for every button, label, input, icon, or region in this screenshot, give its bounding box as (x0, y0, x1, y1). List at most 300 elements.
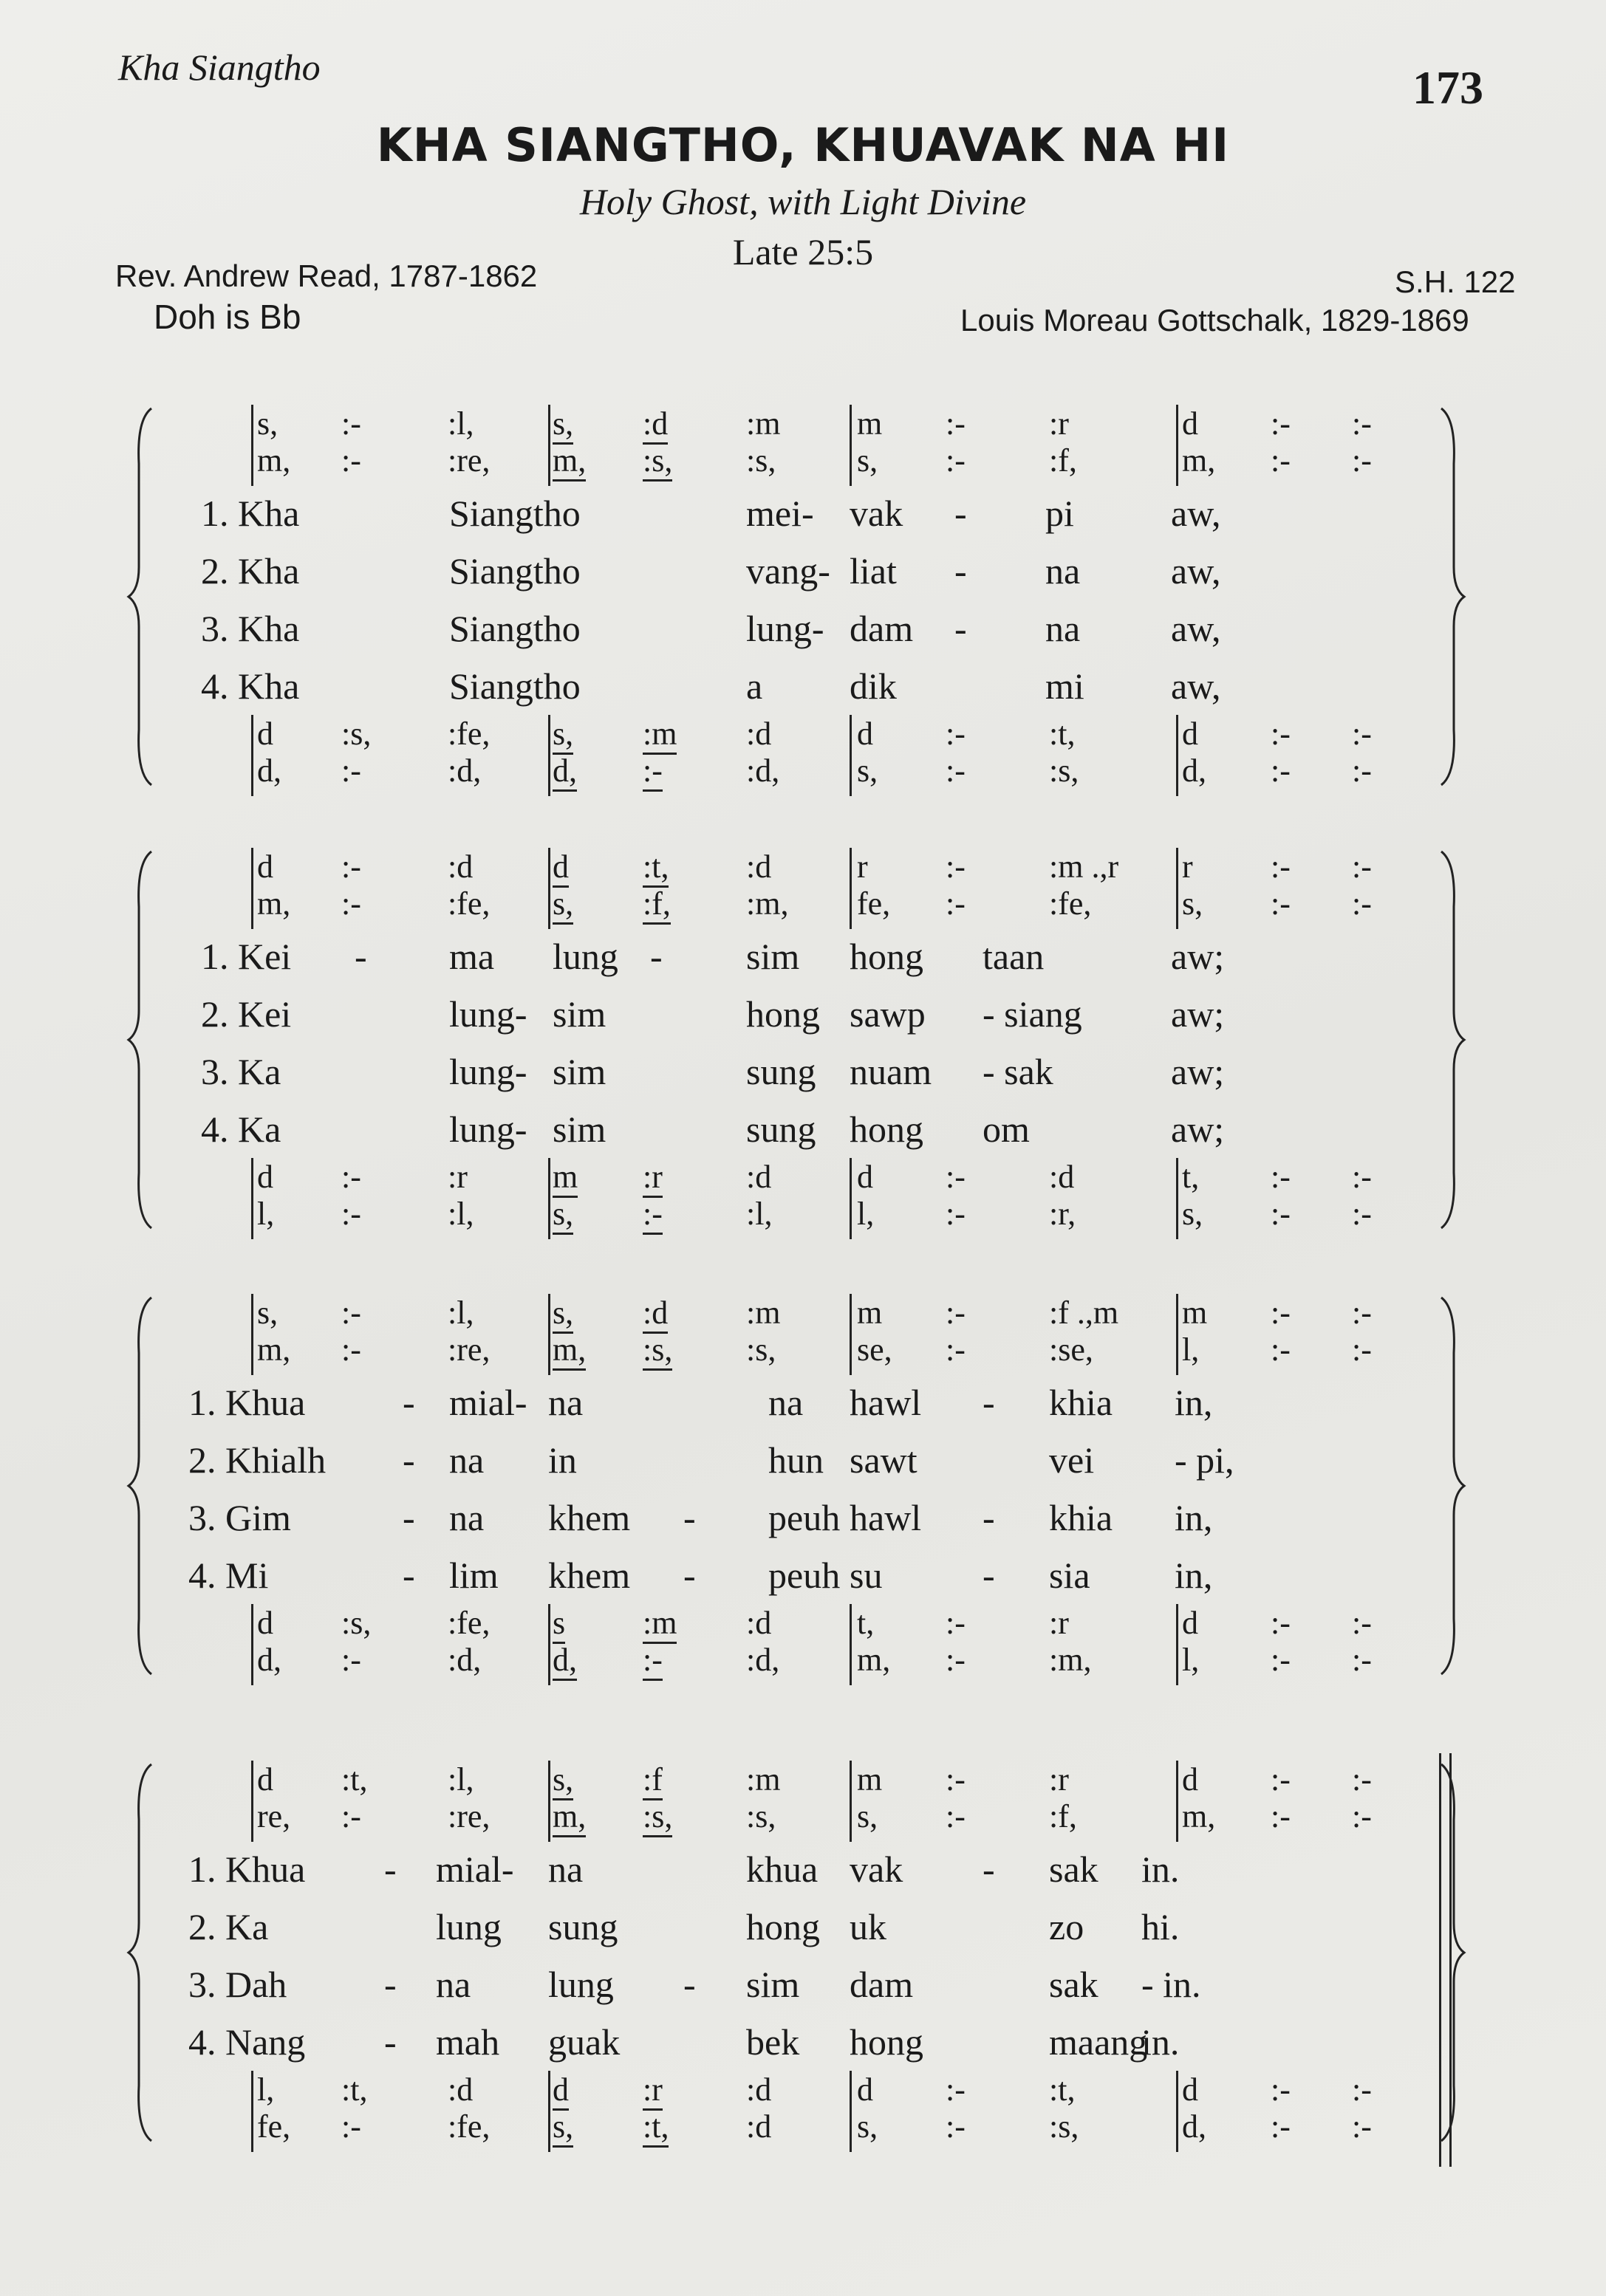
verse-1-syllable: - (384, 1848, 397, 1890)
soprano-note: :t, (341, 1761, 368, 1798)
bass-note: s, (857, 753, 878, 789)
alto-note: m, (553, 1331, 586, 1371)
bar-line (1176, 1294, 1178, 1375)
bass-note: m, (857, 1642, 891, 1678)
alto-note: fe, (857, 885, 891, 922)
bass-note: s, (553, 2108, 573, 2148)
soprano-note: r (857, 849, 868, 885)
bass-note: :- (1271, 2108, 1291, 2145)
verse-2-syllable: na (1045, 550, 1081, 592)
alto-note: :f, (1049, 442, 1077, 479)
verse-4-syllable: hong (850, 1108, 923, 1150)
tenor-note: :- (1271, 2071, 1291, 2108)
alto-note: se, (857, 1332, 892, 1368)
verse-1-syllable: aw, (1171, 493, 1221, 534)
verse-4-syllable: peuh (768, 1555, 841, 1596)
verse-1-syllable: pi (1045, 493, 1074, 534)
verse-1-syllable: na (768, 1382, 804, 1423)
alto-note: m, (257, 885, 291, 922)
meter: S.H. 122 (1395, 264, 1516, 299)
bass-note: :r, (1049, 1196, 1076, 1232)
alto-note: :f, (643, 885, 671, 925)
bass-note: :fe, (448, 2108, 491, 2145)
key-signature: Doh is Bb (154, 298, 301, 336)
lyricist-credit: Rev. Andrew Read, 1787-1862 (115, 258, 538, 293)
verse-1-syllable: 1. Khua (188, 1848, 306, 1890)
alto-note: m, (1182, 1798, 1216, 1834)
verse-1-syllable: 1. Kha (201, 493, 300, 534)
soprano-note: :l, (448, 1295, 474, 1331)
alto-note: :- (341, 885, 361, 922)
bar-line (251, 1604, 253, 1685)
bar-line (548, 1761, 550, 1842)
bar-line (1176, 1761, 1178, 1842)
verse-3-syllable: aw; (1171, 1051, 1225, 1092)
composer-credit: Louis Moreau Gottschalk, 1829-1869 (960, 303, 1469, 337)
running-title: Kha Siangtho (118, 47, 321, 88)
bass-note: :- (946, 1196, 966, 1232)
bar-line (548, 1604, 550, 1685)
verse-4-syllable: lung- (449, 1108, 527, 1150)
bar-line (251, 1158, 253, 1239)
tenor-note: d (857, 2071, 873, 2108)
right-brace (1438, 1294, 1467, 1678)
alto-note: :- (946, 1332, 966, 1368)
tenor-note: :t, (1049, 716, 1076, 752)
bar-line (1176, 405, 1178, 486)
alto-note: :s, (746, 1798, 776, 1834)
page-number: 173 (1412, 61, 1483, 114)
verse-3-syllable: lung- (746, 608, 824, 649)
verse-1-syllable: 1. Khua (188, 1382, 306, 1423)
verse-4-syllable: in. (1141, 2021, 1180, 2063)
verse-2-syllable: aw, (1171, 550, 1221, 592)
verse-2-syllable: hun (768, 1439, 824, 1481)
tenor-note: :r (1049, 1605, 1069, 1641)
soprano-note: :m .,r (1049, 849, 1119, 885)
tenor-note: :s, (341, 1605, 372, 1641)
verse-2-syllable: 2. Ka (188, 1906, 269, 1947)
soprano-note: :- (1271, 1295, 1291, 1331)
soprano-note: :- (946, 1761, 966, 1798)
alto-note: :s, (746, 442, 776, 479)
verse-3-syllable: na (436, 1964, 471, 2005)
tenor-note: :m (643, 715, 677, 755)
soprano-note: s, (257, 405, 279, 442)
verse-3-syllable: - (403, 1497, 415, 1538)
verse-4-syllable: a (746, 665, 763, 707)
left-brace (126, 1761, 155, 2145)
verse-4-syllable: lim (449, 1555, 499, 1596)
verse-1-syllable: in. (1141, 1848, 1180, 1890)
bass-note: :- (1352, 1642, 1372, 1678)
tenor-note: :- (1271, 1159, 1291, 1195)
bass-note: :d, (746, 1642, 780, 1678)
verse-2-syllable: 2. Kei (201, 993, 292, 1035)
verse-1-syllable: aw; (1171, 936, 1225, 977)
verse-1-syllable: vak (850, 1848, 903, 1890)
tenor-note: :r (643, 2071, 663, 2111)
alto-note: :- (341, 1332, 361, 1368)
tenor-note: :m (643, 1604, 677, 1644)
alto-note: :se, (1049, 1332, 1093, 1368)
verse-3-syllable: na (1045, 608, 1081, 649)
alto-note: :f, (1049, 1798, 1077, 1834)
bass-note: :- (341, 2108, 361, 2145)
verse-1-syllable: Siangtho (449, 493, 581, 534)
right-brace (1438, 1761, 1467, 2145)
alto-note: :m, (746, 885, 789, 922)
tenor-note: :d (746, 1605, 772, 1641)
soprano-note: :- (946, 405, 966, 442)
tenor-note: d (553, 2071, 569, 2111)
verse-2-syllable: Siangtho (449, 550, 581, 592)
verse-1-syllable: in, (1175, 1382, 1213, 1423)
tenor-note: :fe, (448, 716, 491, 752)
bass-note: l, (1182, 1642, 1200, 1678)
tenor-note: :d (1049, 1159, 1075, 1195)
verse-2-syllable: - siang (983, 993, 1082, 1035)
scripture-reference: Late 25:5 (732, 231, 874, 273)
tenor-note: d (257, 1159, 273, 1195)
verse-4-syllable: in, (1175, 1555, 1213, 1596)
soprano-note: :f .,m (1049, 1295, 1119, 1331)
verse-1-syllable: na (548, 1382, 584, 1423)
final-barline (1449, 1753, 1452, 2167)
bass-note: :- (946, 753, 966, 789)
alto-note: s, (553, 885, 573, 925)
bass-note: d, (257, 753, 281, 789)
tenor-note: t, (857, 1605, 875, 1641)
bar-line (251, 405, 253, 486)
verse-1-syllable: mial- (436, 1848, 514, 1890)
bar-line (548, 848, 550, 929)
verse-2-syllable: lung (436, 1906, 502, 1947)
verse-4-syllable: sung (746, 1108, 816, 1150)
alto-note: :re, (448, 442, 491, 479)
soprano-note: :m (746, 405, 781, 442)
verse-4-syllable: khem (548, 1555, 631, 1596)
bass-note: :- (946, 2108, 966, 2145)
soprano-note: :- (1271, 849, 1291, 885)
verse-3-syllable: lung (548, 1964, 614, 2005)
verse-3-syllable: sim (746, 1964, 800, 2005)
alto-note: s, (857, 1798, 878, 1834)
bass-note: :- (643, 752, 663, 792)
tenor-note: :- (1352, 1605, 1372, 1641)
bass-note: l, (257, 1196, 275, 1232)
bar-line (850, 405, 852, 486)
tenor-note: d (1182, 2071, 1198, 2108)
soprano-note: s, (553, 1761, 573, 1800)
verse-4-syllable: - (403, 1555, 415, 1596)
verse-1-syllable: - (650, 936, 663, 977)
alto-note: :- (946, 1798, 966, 1834)
alto-note: l, (1182, 1332, 1200, 1368)
tenor-note: d (857, 716, 873, 752)
soprano-note: d (257, 1761, 273, 1798)
verse-4-syllable: sia (1049, 1555, 1090, 1596)
tenor-note: :- (946, 1605, 966, 1641)
tenor-note: :- (1271, 716, 1291, 752)
alto-note: :- (946, 885, 966, 922)
verse-2-syllable: hi. (1141, 1906, 1180, 1947)
verse-2-syllable: aw; (1171, 993, 1225, 1035)
verse-3-syllable: 3. Kha (201, 608, 300, 649)
bar-line (251, 1294, 253, 1375)
alto-note: :s, (643, 1798, 672, 1837)
soprano-note: r (1182, 849, 1193, 885)
bass-note: fe, (257, 2108, 291, 2145)
soprano-note: :d (643, 405, 668, 445)
verse-2-syllable: uk (850, 1906, 886, 1947)
soprano-note: :l, (448, 1761, 474, 1798)
verse-2-syllable: sung (548, 1906, 618, 1947)
verse-1-syllable: vak (850, 493, 903, 534)
alto-note: m, (257, 442, 291, 479)
verse-3-syllable: in, (1175, 1497, 1213, 1538)
left-brace (126, 848, 155, 1232)
tenor-note: t, (1182, 1159, 1200, 1195)
soprano-note: :m (746, 1761, 781, 1798)
bar-line (850, 1604, 852, 1685)
soprano-note: d (1182, 405, 1198, 442)
verse-3-syllable: Siangtho (449, 608, 581, 649)
verse-4-syllable: mah (436, 2021, 500, 2063)
bass-note: d, (257, 1642, 281, 1678)
verse-1-syllable: taan (983, 936, 1045, 977)
verse-1-syllable: 1. Kei (201, 936, 292, 977)
alto-note: :- (1271, 442, 1291, 479)
bass-note: s, (553, 1195, 573, 1235)
soprano-note: :f (643, 1761, 663, 1800)
bass-note: s, (857, 2108, 878, 2145)
tenor-note: :s, (341, 716, 372, 752)
verse-4-syllable: 4. Kha (201, 665, 300, 707)
bass-note: :- (1352, 753, 1372, 789)
verse-4-syllable: mi (1045, 665, 1084, 707)
right-brace (1438, 848, 1467, 1232)
soprano-note: :- (1271, 405, 1291, 442)
bar-line (548, 405, 550, 486)
alto-note: :re, (448, 1332, 491, 1368)
verse-3-syllable: - (384, 1964, 397, 2005)
verse-4-syllable: Siangtho (449, 665, 581, 707)
soprano-note: d (257, 849, 273, 885)
verse-4-syllable: - (384, 2021, 397, 2063)
tenor-note: d (857, 1159, 873, 1195)
tenor-note: :d (448, 2071, 474, 2108)
soprano-note: s, (553, 1294, 573, 1334)
alto-note: :- (946, 442, 966, 479)
tenor-note: :- (341, 1159, 361, 1195)
verse-4-syllable: guak (548, 2021, 621, 2063)
soprano-note: :- (341, 1295, 361, 1331)
bass-note: d, (553, 1641, 577, 1681)
soprano-note: :r (1049, 405, 1069, 442)
bar-line (251, 715, 253, 796)
verse-3-syllable: - in. (1141, 1964, 1201, 2005)
verse-3-syllable: aw, (1171, 608, 1221, 649)
verse-3-syllable: peuh (768, 1497, 841, 1538)
soprano-note: :l, (448, 405, 474, 442)
soprano-note: :- (341, 405, 361, 442)
soprano-note: :- (1352, 1761, 1372, 1798)
verse-2-syllable: 2. Kha (201, 550, 300, 592)
bass-note: d, (553, 752, 577, 792)
soprano-note: :m (746, 1295, 781, 1331)
verse-2-syllable: sawp (850, 993, 926, 1035)
soprano-note: :r (1049, 1761, 1069, 1798)
verse-4-syllable: 4. Ka (201, 1108, 281, 1150)
verse-4-syllable: aw; (1171, 1108, 1225, 1150)
verse-1-syllable: - (954, 493, 967, 534)
verse-1-syllable: - (355, 936, 367, 977)
alto-note: m, (1182, 442, 1216, 479)
verse-4-syllable: - (683, 1555, 696, 1596)
final-barline (1439, 1753, 1441, 2167)
bass-note: :- (1271, 1642, 1291, 1678)
verse-4-syllable: 4. Mi (188, 1555, 269, 1596)
bass-note: :- (1271, 1196, 1291, 1232)
music-system (0, 405, 1606, 818)
bass-note: :s, (1049, 2108, 1079, 2145)
soprano-note: :- (341, 849, 361, 885)
verse-3-syllable: dam (850, 608, 914, 649)
alto-note: :- (1271, 885, 1291, 922)
verse-2-syllable: vang- (746, 550, 830, 592)
tenor-note: :d (746, 2071, 772, 2108)
verse-2-syllable: na (449, 1439, 485, 1481)
bass-note: d, (1182, 2108, 1206, 2145)
verse-3-syllable: lung- (449, 1051, 527, 1092)
tenor-note: :t, (1049, 2071, 1076, 2108)
verse-4-syllable: hong (850, 2021, 923, 2063)
bar-line (1176, 1158, 1178, 1239)
tenor-note: :t, (341, 2071, 368, 2108)
verse-3-syllable: 3. Ka (201, 1051, 281, 1092)
soprano-note: m (1182, 1295, 1208, 1331)
bass-note: l, (857, 1196, 875, 1232)
tenor-note: d (257, 1605, 273, 1641)
soprano-note: :d (746, 849, 772, 885)
tenor-note: :- (1352, 1159, 1372, 1195)
alto-note: :fe, (448, 885, 491, 922)
alto-note: m, (553, 442, 586, 482)
right-brace (1438, 405, 1467, 789)
bar-line (251, 2071, 253, 2152)
alto-note: :- (341, 1798, 361, 1834)
bass-note: :d, (746, 753, 780, 789)
verse-3-syllable: - sak (983, 1051, 1053, 1092)
soprano-note: :t, (643, 848, 669, 888)
bass-note: :- (341, 1196, 361, 1232)
bar-line (1176, 1604, 1178, 1685)
bass-note: :d, (448, 1642, 482, 1678)
verse-4-syllable: sim (553, 1108, 606, 1150)
verse-1-syllable: na (548, 1848, 584, 1890)
verse-1-syllable: sak (1049, 1848, 1098, 1890)
alto-note: :- (1271, 1332, 1291, 1368)
verse-4-syllable: maang (1049, 2021, 1148, 2063)
verse-1-syllable: lung (553, 936, 618, 977)
tenor-note: :d (746, 716, 772, 752)
verse-3-syllable: dam (850, 1964, 914, 2005)
bar-line (1176, 2071, 1178, 2152)
bar-line (850, 1761, 852, 1842)
bar-line (548, 1294, 550, 1375)
verse-2-syllable: - (954, 550, 967, 592)
soprano-note: :- (946, 1295, 966, 1331)
verse-4-syllable: - (983, 1555, 995, 1596)
verse-3-syllable: - (683, 1964, 696, 2005)
bass-note: :- (341, 1642, 361, 1678)
verse-1-syllable: hawl (850, 1382, 922, 1423)
tenor-note: :- (1271, 1605, 1291, 1641)
bar-line (850, 1294, 852, 1375)
alto-note: s, (1182, 885, 1203, 922)
verse-2-syllable: in (548, 1439, 577, 1481)
soprano-note: :- (1271, 1761, 1291, 1798)
alto-note: m, (257, 1332, 291, 1368)
verse-2-syllable: hong (746, 1906, 820, 1947)
alto-note: :- (1352, 885, 1372, 922)
bar-line (251, 1761, 253, 1842)
soprano-note: m (857, 1295, 883, 1331)
bass-note: :l, (448, 1196, 474, 1232)
tenor-note: m (553, 1158, 578, 1198)
bar-line (548, 2071, 550, 2152)
soprano-note: d (553, 848, 569, 888)
verse-3-syllable: - (683, 1497, 696, 1538)
bar-line (251, 848, 253, 929)
bar-line (1176, 715, 1178, 796)
verse-1-syllable: khia (1049, 1382, 1113, 1423)
soprano-note: s, (553, 405, 573, 445)
alto-note: :s, (643, 442, 672, 482)
verse-1-syllable: - (983, 1382, 995, 1423)
hymn-title: KHA SIANGTHO, KHUAVAK NA HI (376, 118, 1230, 172)
soprano-note: :- (1352, 1295, 1372, 1331)
tenor-note: d (1182, 716, 1198, 752)
verse-3-syllable: - (983, 1497, 995, 1538)
verse-1-syllable: khua (746, 1848, 819, 1890)
verse-3-syllable: sim (553, 1051, 606, 1092)
verse-2-syllable: - (403, 1439, 415, 1481)
soprano-note: :- (1352, 849, 1372, 885)
bass-note: :d, (448, 753, 482, 789)
verse-3-syllable: nuam (850, 1051, 932, 1092)
bass-note: :s, (1049, 753, 1079, 789)
bass-note: :- (946, 1642, 966, 1678)
bar-line (1176, 848, 1178, 929)
alto-note: :- (1352, 442, 1372, 479)
verse-3-syllable: khem (548, 1497, 631, 1538)
verse-4-syllable: om (983, 1108, 1030, 1150)
soprano-note: :d (643, 1294, 668, 1334)
alto-note: :s, (746, 1332, 776, 1368)
verse-3-syllable: sak (1049, 1964, 1098, 2005)
bass-note: :t, (643, 2108, 669, 2148)
verse-2-syllable: lung- (449, 993, 527, 1035)
verse-1-syllable: - (983, 1848, 995, 1890)
bar-line (850, 1158, 852, 1239)
bass-note: d, (1182, 753, 1206, 789)
bass-note: :- (341, 753, 361, 789)
alto-note: re, (257, 1798, 291, 1834)
soprano-note: m (857, 1761, 883, 1798)
verse-2-syllable: 2. Khialh (188, 1439, 327, 1481)
